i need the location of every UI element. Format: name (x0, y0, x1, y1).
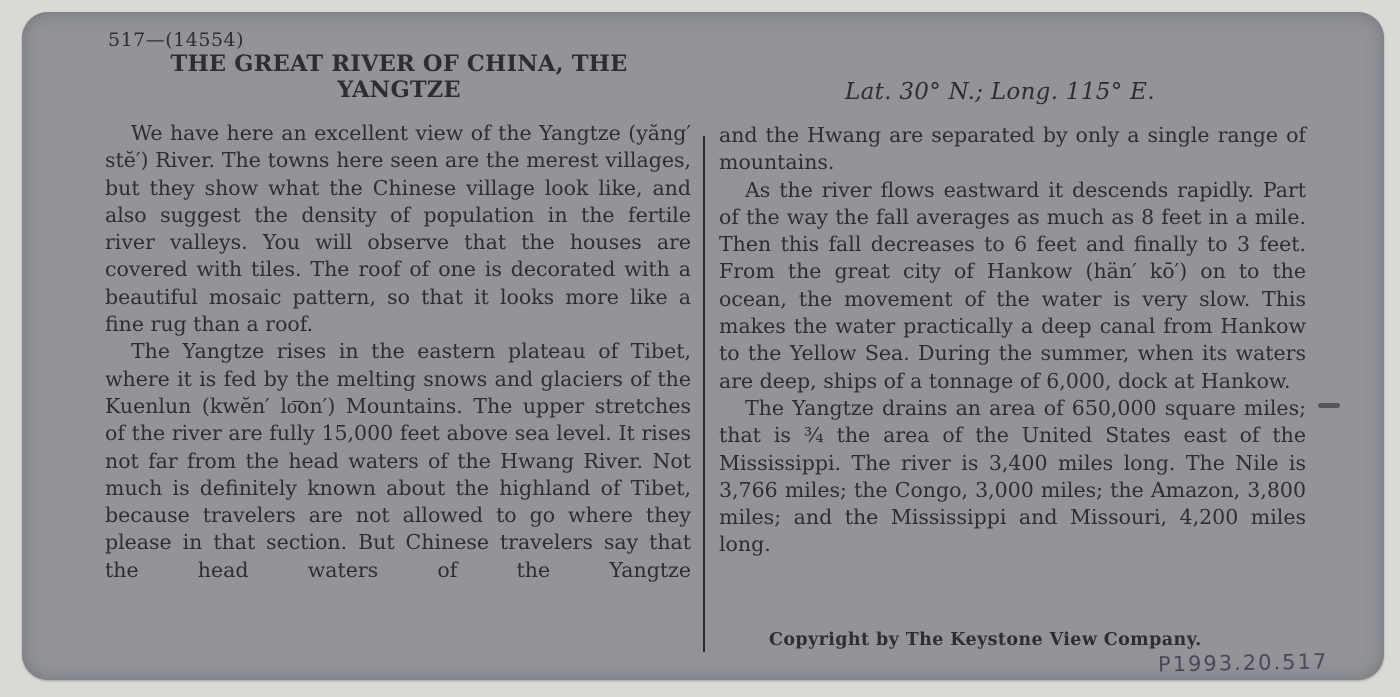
paragraph: The Yangtze rises in the eastern plateau of Tibet, where it is fed by the melting snows and glaciers of the Kuenlun (kwĕn′ lo͞on′) Mountains. The upper stretches of the river are fully 15,000 feet above sea level. It rises not far from the head waters of the Hwang River. Not much is definitely known about the highland of Tibet, because travelers are not allowed to go where they please in that section. But Chinese travelers say that the head waters of the Yangtze (105, 339, 691, 582)
card-title-line-2: YANGTZE (337, 77, 461, 103)
paragraph: The Yangtze drains an area of 650,000 square miles; that is ¾ the area of the United States east of the Mississippi. The river is 3,400 miles long. The Nile is 3,766 miles; the Congo, 3,000 miles; the Amazon, 3,800 miles; and the Mississippi and Missouri, 4,200 miles long. (719, 395, 1306, 557)
catalog-number: 517—(14554) (108, 29, 245, 51)
column-divider (703, 136, 705, 652)
card-title (104, 51, 694, 103)
right-text-column (719, 122, 1306, 559)
accession-number: P1993.20.517 (1157, 649, 1329, 677)
coordinates: Lat. 30° N.; Long. 115° E. (845, 79, 1155, 105)
paragraph: and the Hwang are separated by only a single range of mountains. (719, 123, 1306, 175)
paragraph: As the river flows eastward it descends rapidly. Part of the way the fall averages as much as 8 feet in a mile. Then this fall decreases to 6 feet and finally to 3 feet. From the great city of Hankow (hän′ kō′) on to the ocean, the movement of the water is very slow. This makes the water practically a deep canal from Hankow to the Yellow Sea. During the summer, when its waters are deep, ships of a tonnage of 6,000, dock at Hankow. (719, 177, 1306, 393)
ink-speck (1318, 403, 1340, 408)
copyright-notice: Copyright by The Keystone View Company. (769, 630, 1202, 650)
paragraph: We have here an excellent view of the Yangtze (yăng′ stĕ′) River. The towns here seen are the merest villages, but they show what the Chinese village look like, and also suggest the density of population in the fertile river valleys. You will observe that the houses are covered with tiles. The roof of one is decorated with a beautiful mosaic pattern, so that it looks more like a fine rug than a roof. (105, 121, 691, 337)
card-title-line-1: THE GREAT RIVER OF CHINA, THE (170, 51, 628, 77)
left-text-column (105, 120, 691, 584)
